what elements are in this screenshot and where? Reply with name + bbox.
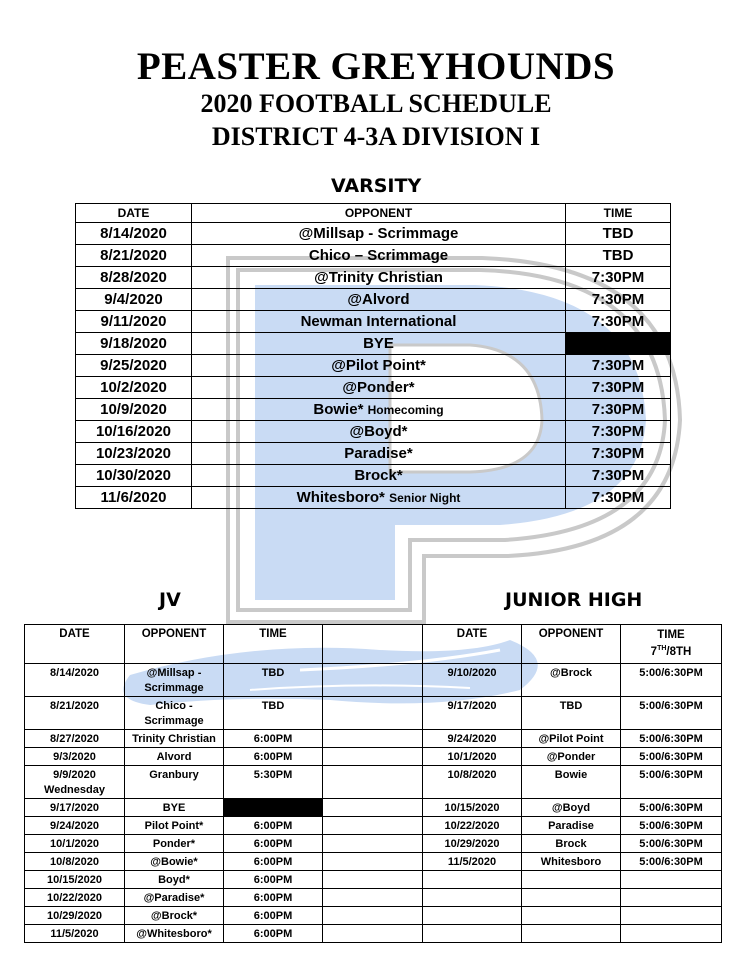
varsity-date-cell: 10/30/2020: [76, 465, 192, 487]
varsity-date-cell: 9/11/2020: [76, 311, 192, 333]
varsity-opponent-name: BYE: [363, 335, 394, 352]
jh-time-cell: 5:00/6:30PM: [621, 817, 722, 835]
varsity-date-cell: 9/18/2020: [76, 333, 192, 355]
spacer-cell: [323, 799, 423, 817]
jv-time-cell: TBD: [224, 697, 323, 730]
varsity-opponent-name: Brock*: [354, 467, 403, 484]
jv-opponent-cell: Boyd*: [125, 871, 224, 889]
spacer-cell: [323, 889, 423, 907]
varsity-opponent-name: Paradise*: [344, 445, 413, 462]
varsity-opponent-cell: [192, 399, 566, 421]
varsity-time-cell: 7:30PM: [566, 355, 671, 377]
jv-opponent-cell: Trinity Christian: [125, 730, 224, 748]
jh-time-cell: [621, 889, 722, 907]
jv-opponent-cell: @Millsap - Scrimmage: [125, 664, 224, 697]
jh-time-cell: [621, 871, 722, 889]
jh-opponent-cell: [522, 925, 621, 943]
jh-time-cell: [621, 925, 722, 943]
jh-time-cell: 5:00/6:30PM: [621, 766, 722, 799]
jh-time-cell: 5:00/6:30PM: [621, 664, 722, 697]
school-title: PEASTER GREYHOUNDS: [136, 45, 616, 88]
jv-jh-row: [25, 817, 722, 835]
varsity-time-cell: 7:30PM: [566, 465, 671, 487]
varsity-opponent-cell: [192, 245, 566, 267]
jh-opponent-header: OPPONENT: [522, 625, 621, 664]
jv-date-cell: 10/1/2020: [25, 835, 125, 853]
jh-opponent-cell: [522, 871, 621, 889]
varsity-schedule-table: [75, 203, 671, 509]
jh-opponent-cell: @Boyd: [522, 799, 621, 817]
varsity-opponent-name: Whitesboro*: [296, 489, 385, 506]
jh-opponent-cell: [522, 907, 621, 925]
varsity-time-cell: 7:30PM: [566, 289, 671, 311]
varsity-opponent-header: OPPONENT: [192, 204, 566, 223]
jv-opponent-cell: Chico - Scrimmage: [125, 697, 224, 730]
varsity-opponent-cell: [192, 443, 566, 465]
spacer-cell: [323, 697, 423, 730]
jv-heading: JV: [159, 589, 181, 611]
jh-date-cell: 10/29/2020: [423, 835, 522, 853]
jh-date-cell: 9/24/2020: [423, 730, 522, 748]
jh-opponent-cell: @Brock: [522, 664, 621, 697]
jv-time-cell: 6:00PM: [224, 889, 323, 907]
varsity-time-cell: 7:30PM: [566, 443, 671, 465]
varsity-row: [76, 289, 671, 311]
jh-date-cell: 10/8/2020: [423, 766, 522, 799]
varsity-date-cell: 10/16/2020: [76, 421, 192, 443]
varsity-date-cell: 11/6/2020: [76, 487, 192, 509]
varsity-row: [76, 223, 671, 245]
schedule-subtitle: 2020 FOOTBALL SCHEDULE: [200, 89, 552, 118]
jv-jh-row: [25, 664, 722, 697]
jv-date-cell: 9/3/2020: [25, 748, 125, 766]
varsity-opponent-cell: [192, 267, 566, 289]
varsity-date-header: DATE: [76, 204, 192, 223]
varsity-game-note: Senior Night: [389, 491, 461, 505]
jh-time-cell: 5:00/6:30PM: [621, 799, 722, 817]
jh-opponent-cell: Brock: [522, 835, 621, 853]
varsity-opponent-name: @Millsap - Scrimmage: [298, 225, 459, 242]
varsity-row: [76, 399, 671, 421]
jh-date-cell: [423, 889, 522, 907]
district-subtitle: DISTRICT 4-3A DIVISION I: [211, 122, 541, 151]
jv-date-cell: 9/24/2020: [25, 817, 125, 835]
jh-time-cell: 5:00/6:30PM: [621, 730, 722, 748]
spacer-cell: [323, 748, 423, 766]
jh-time-cell: 5:00/6:30PM: [621, 697, 722, 730]
jh-opponent-cell: [522, 889, 621, 907]
varsity-row: [76, 355, 671, 377]
jh-opponent-cell: @Pilot Point: [522, 730, 621, 748]
varsity-row: [76, 465, 671, 487]
spacer-cell: [323, 835, 423, 853]
jv-date-cell: 8/14/2020: [25, 664, 125, 697]
varsity-game-note: Homecoming: [367, 403, 444, 417]
jv-time-cell: 5:30PM: [224, 766, 323, 799]
varsity-opponent-cell: [192, 487, 566, 509]
varsity-row: [76, 267, 671, 289]
varsity-time-cell: TBD: [566, 245, 671, 267]
jh-date-cell: 9/10/2020: [423, 664, 522, 697]
varsity-heading: VARSITY: [331, 175, 422, 197]
jh-date-cell: 10/15/2020: [423, 799, 522, 817]
jv-jh-row: [25, 889, 722, 907]
varsity-opponent-name: @Ponder*: [342, 379, 415, 396]
varsity-date-cell: 10/23/2020: [76, 443, 192, 465]
varsity-opponent-cell: [192, 421, 566, 443]
jh-date-cell: [423, 925, 522, 943]
varsity-opponent-cell: [192, 355, 566, 377]
varsity-date-cell: 8/28/2020: [76, 267, 192, 289]
jv-date-cell: 9/17/2020: [25, 799, 125, 817]
varsity-opponent-cell: [192, 289, 566, 311]
jv-jh-row: [25, 925, 722, 943]
jv-jh-row: [25, 907, 722, 925]
spacer-cell: [323, 871, 423, 889]
varsity-opponent-name: @Pilot Point*: [331, 357, 426, 374]
jv-time-cell: 6:00PM: [224, 853, 323, 871]
varsity-opponent-name: @Boyd*: [349, 423, 408, 440]
varsity-opponent-cell: [192, 223, 566, 245]
varsity-date-cell: 9/4/2020: [76, 289, 192, 311]
jv-time-cell: 6:00PM: [224, 748, 323, 766]
varsity-header-row: [76, 204, 671, 223]
jh-date-cell: 9/17/2020: [423, 697, 522, 730]
jv-jh-row: [25, 748, 722, 766]
spacer-cell: [323, 925, 423, 943]
junior-high-heading: JUNIOR HIGH: [505, 589, 643, 611]
jh-date-cell: [423, 871, 522, 889]
varsity-date-cell: 10/2/2020: [76, 377, 192, 399]
jv-time-cell: 6:00PM: [224, 817, 323, 835]
jv-date-cell: 11/5/2020: [25, 925, 125, 943]
jv-opponent-cell: @Whitesboro*: [125, 925, 224, 943]
jv-date-cell: 9/9/2020 Wednesday: [25, 766, 125, 799]
jh-opponent-cell: TBD: [522, 697, 621, 730]
varsity-opponent-cell: [192, 465, 566, 487]
jh-date-cell: 10/1/2020: [423, 748, 522, 766]
jv-jh-row: [25, 697, 722, 730]
varsity-time-cell: 7:30PM: [566, 421, 671, 443]
varsity-date-cell: 10/9/2020: [76, 399, 192, 421]
jv-opponent-header: OPPONENT: [125, 625, 224, 664]
jv-date-cell: 10/8/2020: [25, 853, 125, 871]
jv-jh-row: [25, 799, 722, 817]
varsity-date-cell: 8/21/2020: [76, 245, 192, 267]
jh-time-header-line2: 7TH/8TH: [650, 645, 692, 658]
varsity-time-cell: 7:30PM: [566, 399, 671, 421]
varsity-opponent-cell: [192, 311, 566, 333]
spacer-cell: [323, 907, 423, 925]
jv-jh-row: [25, 835, 722, 853]
spacer-cell: [323, 853, 423, 871]
jh-time-header-line1: TIME: [657, 629, 685, 641]
jv-opponent-cell: Granbury: [125, 766, 224, 799]
jv-time-cell: 6:00PM: [224, 907, 323, 925]
varsity-opponent-name: Bowie*: [313, 401, 364, 418]
spacer-cell: [323, 766, 423, 799]
varsity-row: [76, 245, 671, 267]
jv-opponent-cell: Ponder*: [125, 835, 224, 853]
varsity-time-header: TIME: [566, 204, 671, 223]
jv-date-cell: 8/21/2020: [25, 697, 125, 730]
varsity-row: [76, 443, 671, 465]
jv-date-cell: 10/29/2020: [25, 907, 125, 925]
varsity-time-cell: TBD: [566, 223, 671, 245]
jh-opponent-cell: @Ponder: [522, 748, 621, 766]
bye-block: [566, 333, 671, 355]
varsity-time-cell: 7:30PM: [566, 311, 671, 333]
jv-jh-row: [25, 871, 722, 889]
spacer-cell: [323, 664, 423, 697]
jv-date-cell: 8/27/2020: [25, 730, 125, 748]
varsity-opponent-cell: [192, 377, 566, 399]
jv-opponent-cell: Alvord: [125, 748, 224, 766]
jv-opponent-cell: @Paradise*: [125, 889, 224, 907]
jv-junior-high-schedule-table: [24, 624, 722, 943]
bye-block: [224, 799, 323, 817]
jv-time-cell: 6:00PM: [224, 925, 323, 943]
jv-time-header: TIME: [224, 625, 323, 664]
jv-time-cell: 6:00PM: [224, 835, 323, 853]
varsity-opponent-cell: [192, 333, 566, 355]
jv-jh-header-row: [25, 625, 722, 664]
spacer-cell: [323, 730, 423, 748]
jv-opponent-cell: Pilot Point*: [125, 817, 224, 835]
jv-opponent-cell: @Bowie*: [125, 853, 224, 871]
jh-time-header: [621, 625, 722, 664]
varsity-opponent-name: Newman International: [300, 313, 457, 330]
jh-time-cell: 5:00/6:30PM: [621, 748, 722, 766]
varsity-time-cell: 7:30PM: [566, 267, 671, 289]
jh-date-cell: 10/22/2020: [423, 817, 522, 835]
varsity-date-cell: 9/25/2020: [76, 355, 192, 377]
jh-time-cell: 5:00/6:30PM: [621, 853, 722, 871]
jh-opponent-cell: Bowie: [522, 766, 621, 799]
varsity-row: [76, 333, 671, 355]
jh-time-cell: 5:00/6:30PM: [621, 835, 722, 853]
jv-jh-row: [25, 730, 722, 748]
jv-opponent-cell: BYE: [125, 799, 224, 817]
jv-opponent-cell: @Brock*: [125, 907, 224, 925]
varsity-row: [76, 377, 671, 399]
spacer-cell: [323, 817, 423, 835]
varsity-opponent-name: Chico – Scrimmage: [308, 247, 449, 264]
jv-date-cell: 10/15/2020: [25, 871, 125, 889]
jv-date-header: DATE: [25, 625, 125, 664]
jh-time-cell: [621, 907, 722, 925]
jh-date-header: DATE: [423, 625, 522, 664]
jv-time-cell: 6:00PM: [224, 871, 323, 889]
jv-time-cell: TBD: [224, 664, 323, 697]
varsity-row: [76, 487, 671, 509]
varsity-opponent-name: @Trinity Christian: [314, 269, 443, 286]
jh-opponent-cell: Paradise: [522, 817, 621, 835]
jv-time-cell: 6:00PM: [224, 730, 323, 748]
varsity-row: [76, 421, 671, 443]
jv-jh-row: [25, 766, 722, 799]
jv-jh-row: [25, 853, 722, 871]
jh-date-cell: [423, 907, 522, 925]
varsity-date-cell: 8/14/2020: [76, 223, 192, 245]
jh-date-cell: 11/5/2020: [423, 853, 522, 871]
jh-opponent-cell: Whitesboro: [522, 853, 621, 871]
varsity-time-cell: 7:30PM: [566, 377, 671, 399]
varsity-opponent-name: @Alvord: [347, 291, 410, 308]
varsity-row: [76, 311, 671, 333]
jv-date-cell: 10/22/2020: [25, 889, 125, 907]
varsity-time-cell: 7:30PM: [566, 487, 671, 509]
spacer-header: [323, 625, 423, 664]
